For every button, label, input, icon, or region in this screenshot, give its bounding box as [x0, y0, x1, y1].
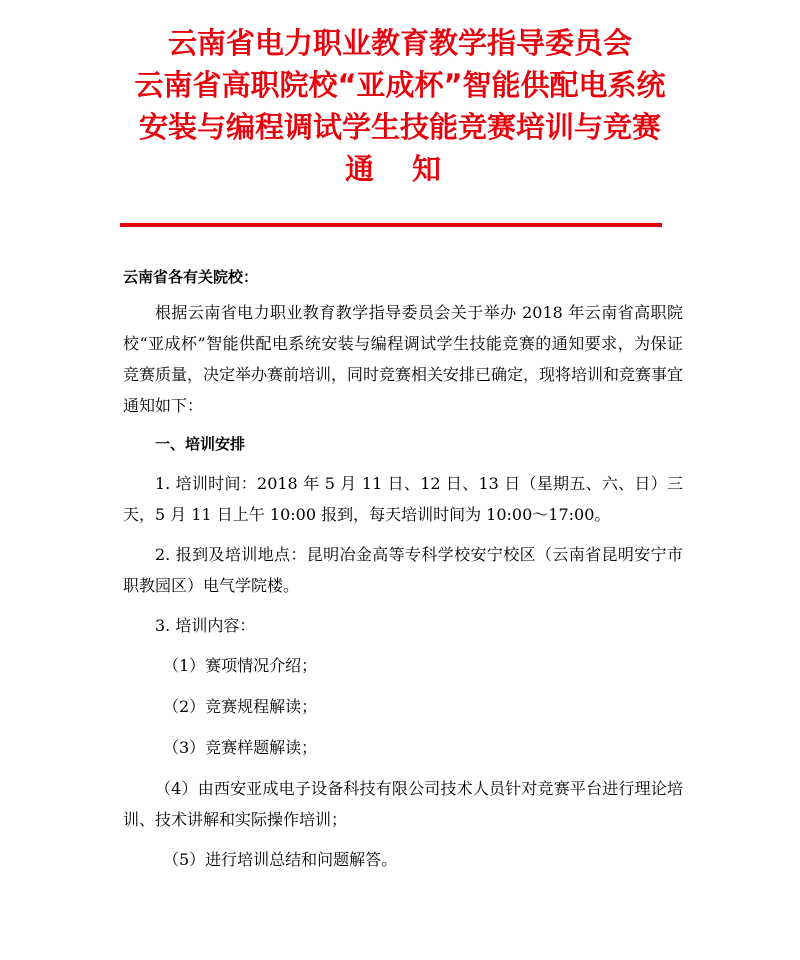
- training-location-item: 2. 报到及培训地点：昆明冶金高等专科学校安宁校区（云南省昆明安宁市职教园区）电气学院楼。: [123, 545, 683, 595]
- title-line-3: 安装与编程调试学生技能竞赛培训与竞赛: [138, 110, 661, 144]
- training-time-item: 1. 培训时间：2018 年 5 月 11 日、12 日、13 日（星期五、六、日）三天，5 月 11 日上午 10:00 报到，每天培训时间为 10:00～17:00。: [123, 474, 683, 524]
- intro-paragraph: 根据云南省电力职业教育教学指导委员会关于举办 2018 年云南省高职院校“亚成杯”智能供配电系统安装与编程调试学生技能竞赛的通知要求，为保证竞赛质量，决定举办赛前培训，同时竞赛相关安排已确定，现将培训和竞赛事宜通知如下：: [123, 303, 684, 415]
- content-sub-item-1: （1）赛项情况介绍；: [163, 656, 318, 675]
- training-content-item: 3. 培训内容：: [155, 616, 256, 635]
- title-line-4: 通 知: [344, 152, 456, 186]
- red-divider-line: [120, 223, 662, 227]
- title-line-2: 云南省高职院校“亚成杯”智能供配电系统: [134, 68, 666, 102]
- greeting: 云南省各有关院校：: [123, 268, 259, 286]
- content-sub-item-3: （3）竞赛样题解读；: [163, 738, 318, 757]
- notice-title: [90, 22, 710, 190]
- content-sub-item-4: （4）由西安亚成电子设备科技有限公司技术人员针对竞赛平台进行理论培训、技术讲解和实际操作培训；: [123, 779, 683, 829]
- title-line-1: 云南省电力职业教育教学指导委员会: [167, 26, 632, 60]
- section-heading-training: 一、培训安排: [155, 435, 246, 453]
- content-sub-item-2: （2）竞赛规程解读；: [163, 697, 318, 716]
- notice-body: [123, 262, 683, 885]
- content-sub-item-5: （5）进行培训总结和问题解答。: [163, 850, 398, 869]
